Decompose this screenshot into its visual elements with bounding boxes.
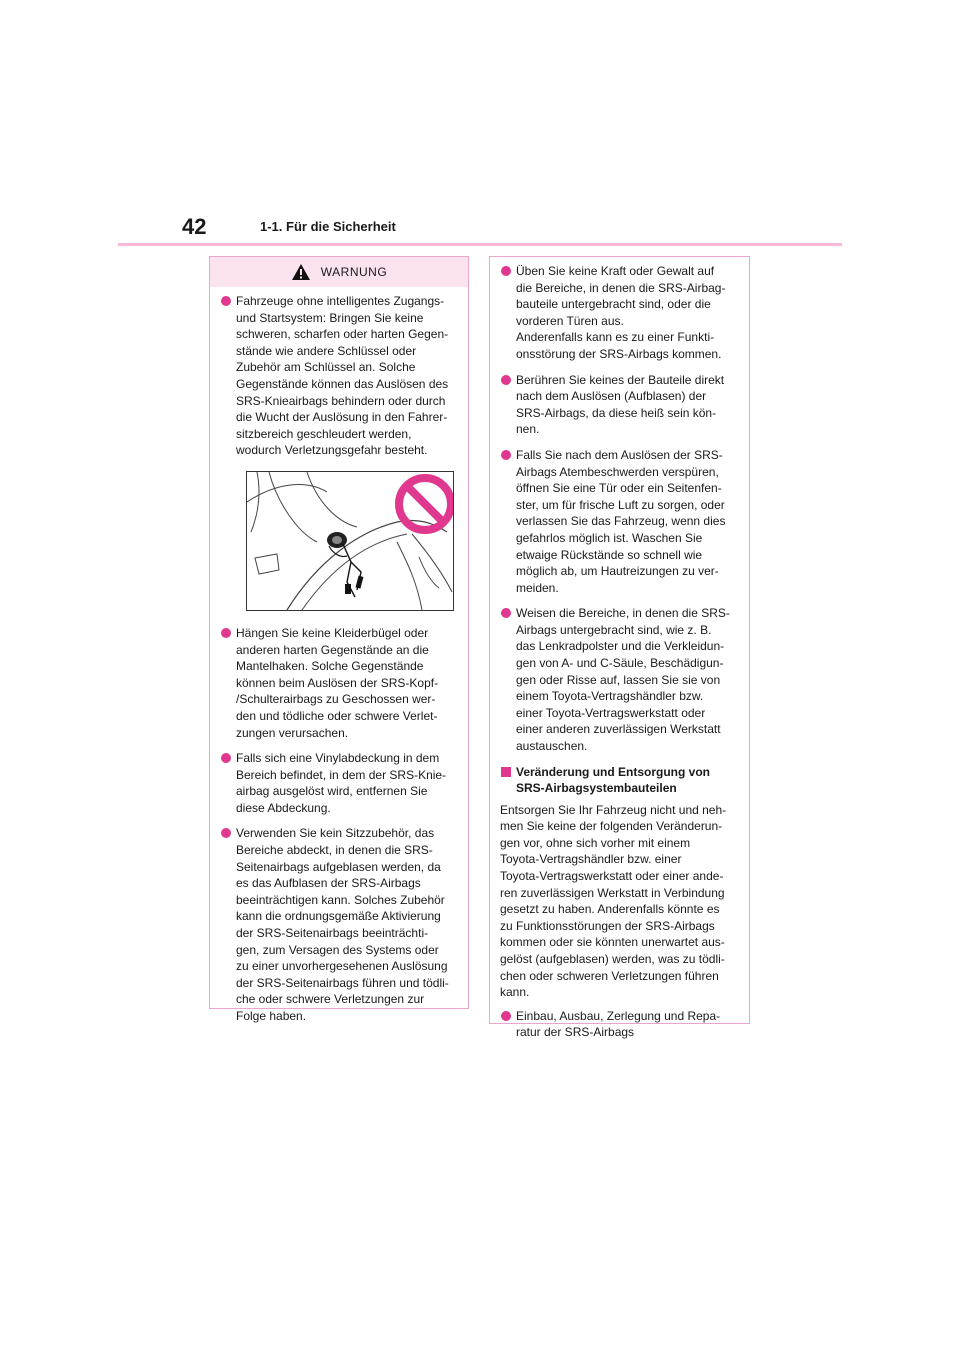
bullet-icon <box>501 450 511 460</box>
warning-title: WARNUNG <box>320 265 388 279</box>
warning-box <box>209 256 469 1023</box>
list-item: Berühren Sie keines der Bauteile direkt nach dem Auslösen (Aufblasen) der SRS-Airbags, da diese heiß sein kön- nen. <box>500 372 739 438</box>
section-title: 1-1. Für die Sicherheit <box>260 219 396 234</box>
page-number: 42 <box>182 214 207 239</box>
list-item: Falls sich eine Vinylabdeckung in dem Bereich befindet, in dem der SRS-Knie- airbag ausgelöst wird, entfernen Sie diese Abdeckung. <box>220 750 458 816</box>
key-illustration <box>246 471 454 611</box>
continued-warning-box <box>489 256 750 1040</box>
list-item: Weisen die Bereiche, in denen die SRS- Airbags untergebracht sind, wie z. B. das Lenkradpolster und die Verkleidun- gen von A- und C-Säule, Beschädigun- gen oder Risse auf, lassen Sie sie von einem Toyota-Vertragshändler bzw. einer Toyota-Vertragswerkstatt oder einer anderen zuverlässigen Werkstatt austauschen. <box>500 605 739 754</box>
header-rule <box>118 243 842 246</box>
bullet-icon <box>221 628 231 638</box>
list-item: Hängen Sie keine Kleiderbügel oder anderen harten Gegenstände an die Mantelhaken. Solche Gegenstände können beim Auslösen der SRS-Kopf- /Schulterairbags zu Geschossen wer- den und tödliche oder schwere Verlet- zungen verursachen. <box>220 625 458 741</box>
bullet-icon <box>501 1011 511 1021</box>
list-item: Falls Sie nach dem Auslösen der SRS- Airbags Atembeschwerden verspüren, öffnen Sie eine Tür oder ein Seitenfen- ster, um für frische Luft zu sorgen, oder verlassen Sie das Fahrzeug, wenn dies gefahrlos möglich ist. Waschen Sie etwaige Rückstände so schnell wie möglich ab, um Hautreizungen zu ver- meiden. <box>500 447 739 596</box>
steering-column-key-image <box>247 472 453 610</box>
body-paragraph: Entsorgen Sie Ihr Fahrzeug nicht und neh- men Sie keine der folgenden Veränderun- gen vor, ohne sich vorher mit einem Toyota-Vertragshändler bzw. einer Toyota-Vertragswerkstatt oder einer ande- ren zuverlässigen Werkstatt in Verbindung gesetzt zu haben. Anderenfalls könnte es zu Funktionsstörungen der SRS-Airbags kommen oder sie könnten unerwartet aus- gelöst (aufgeblasen) werden, was zu tödli- chen oder schweren Verletzungen führen kann. <box>500 802 727 1000</box>
bullet-icon <box>501 375 511 385</box>
bullet-icon <box>221 753 231 763</box>
subsection-heading: Veränderung und Entsorgung von SRS-Airbagsystembauteilen <box>500 764 739 796</box>
list-item: Einbau, Ausbau, Zerlegung und Repa- ratur der SRS-Airbags <box>500 1008 739 1041</box>
list-item: Üben Sie keine Kraft oder Gewalt auf die Bereiche, in denen die SRS-Airbag- bauteile untergebracht sind, oder die vorderen Türen aus. Anderenfalls kann es zu einer Funkti- onsstörung der SRS-Airbags kommen. <box>500 263 739 363</box>
square-bullet-icon <box>501 767 511 777</box>
bullet-icon <box>221 828 231 838</box>
list-item: Verwenden Sie kein Sitzzubehör, das Bereiche abdeckt, in denen die SRS- Seitenairbags aufgeblasen werden, da es das Aufblasen der SRS-Airbags beeinträchtigen kann. Solches Zubehör kann die ordnungsgemäße Aktivierung der SRS-Seitenairbags beeinträchti- gen, zum Versagen des Systems oder zu einer unvorhergesehenen Auslösung der SRS-Seitenairbags führen und tödli- che oder schwere Verletzungen zur Folge haben. <box>220 825 458 1024</box>
list-item: Fahrzeuge ohne intelligentes Zugangs- und Startsystem: Bringen Sie keine schweren, scharfen oder harten Gegen- stände wie andere Schlüssel oder Zubehör am Schlüssel an. Solche Gegenstände können das Auslösen des SRS-Knieairbags behindern oder durch die Wucht der Auslösung in den Fahrer- sitzbereich geschleudert werden, wodurch Verletzungsgefahr besteht. <box>220 293 458 459</box>
bullet-icon <box>221 296 231 306</box>
warning-triangle-icon <box>291 263 311 281</box>
bullet-icon <box>501 266 511 276</box>
warning-header <box>210 257 468 287</box>
bullet-icon <box>501 608 511 618</box>
